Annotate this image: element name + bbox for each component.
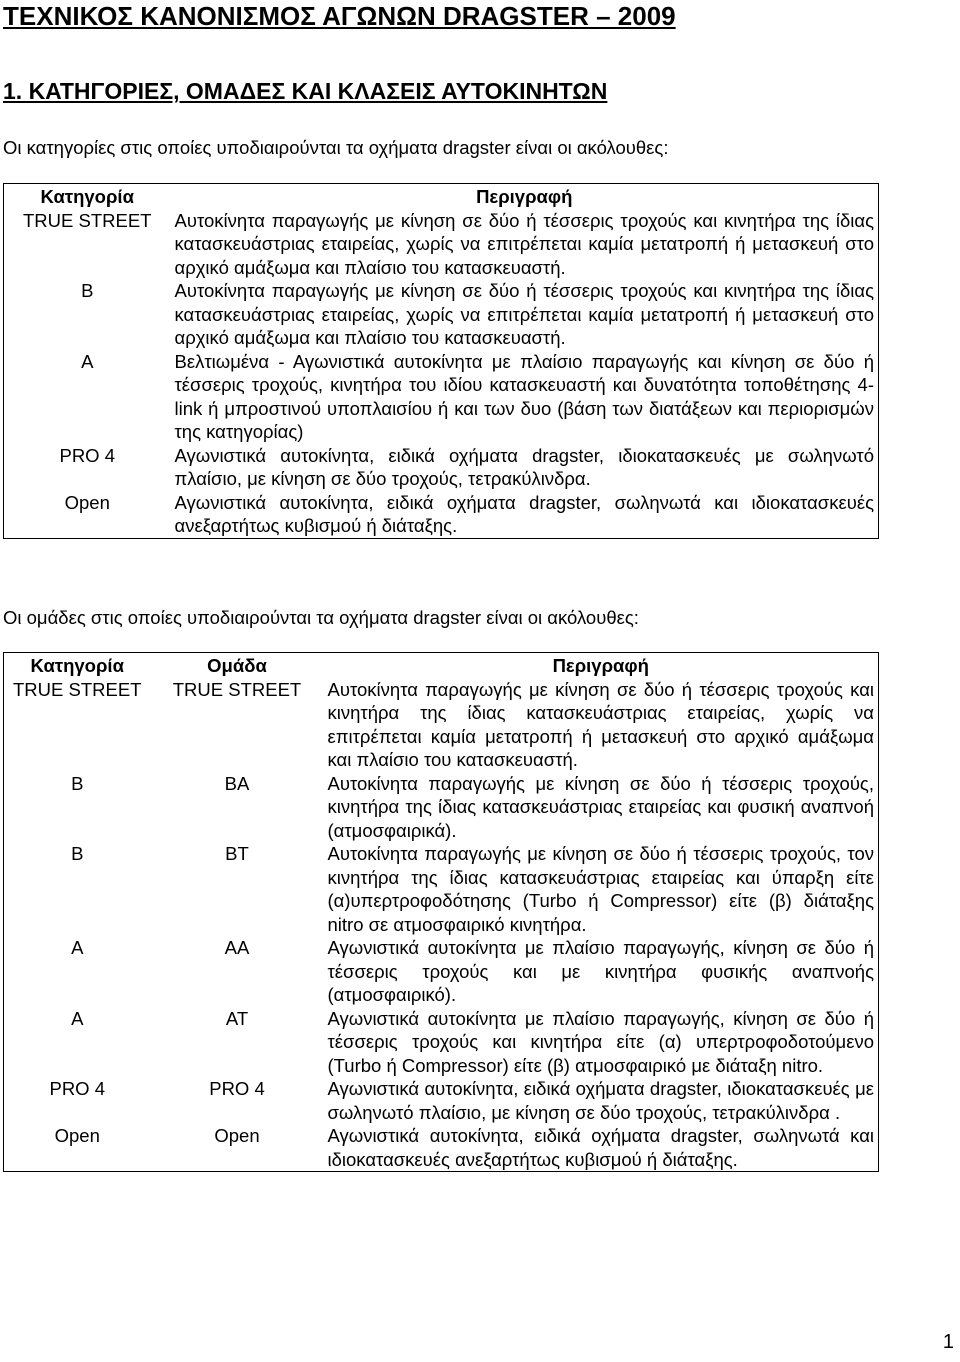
description-cell: Αγωνιστικά αυτοκίνητα, ειδικά οχήματα dragster, σωληνωτά και ιδιοκατασκευές ανεξαρτήτως κυβισμού ή διάταξης. (174, 491, 874, 536)
category-cell: A (81, 350, 94, 372)
section-title: 1. ΚΑΤΗΓΟΡΙΕΣ, ΟΜΑΔΕΣ ΚΑΙ ΚΛΑΣΕΙΣ ΑΥΤΟΚΙΝΗΤΩΝ (3, 78, 608, 104)
category-cell: Open (54, 1125, 100, 1146)
category-cell: B (71, 843, 84, 864)
groups-table (3, 652, 879, 1172)
table-row (4, 279, 879, 350)
header-description: Περιγραφή (552, 655, 649, 676)
table-header-row (4, 184, 879, 209)
category-cell: B (81, 280, 94, 301)
description-cell: Αυτοκίνητα παραγωγής με κίνηση σε δύο ή τέσσερις τροχούς και κινητήρα της ίδιας κατασκευάστριας εταιρείας, χωρίς να επιτρέπεται καμία μετατροπή ή μετασκευή στο αρχικό αμάξωμα και πλαίσιο του κατασκευαστή. (174, 209, 874, 278)
category-cell: B (71, 772, 84, 794)
category-cell: PRO 4 (49, 1078, 106, 1099)
table-row (4, 350, 879, 444)
table-row (4, 678, 879, 772)
category-cell: Open (64, 491, 110, 513)
header-category: Κατηγορία (40, 186, 134, 207)
table-row (4, 936, 879, 1007)
page-number: 1 (942, 1331, 954, 1353)
description-cell: Αγωνιστικά αυτοκίνητα, ειδικά οχήματα dragster, ιδιοκατασκευές με σωληνωτό πλαίσιο, με κίνηση σε δύο τροχούς, τετρακύλινδρα. (174, 444, 874, 489)
group-cell: TRUE STREET (172, 678, 302, 700)
description-cell: Αυτοκίνητα παραγωγής με κίνηση σε δύο ή τέσσερις τροχούς και κινητήρα της ίδιας κατασκευάστριας εταιρείας, χωρίς να επιτρέπεται καμία μετατροπή ή μετασκευή στο αρχικό αμάξωμα και πλαίσιο του κατασκευαστή. (327, 678, 874, 770)
description-cell: Αγωνιστικά αυτοκίνητα με πλαίσιο παραγωγής, κίνηση σε δύο ή τέσσερις τροχούς και κινητήρα είτε (α) υπερτροφοδοτούμενο (Turbo ή Compressor) είτε (β) ατμοσφαιρικό με διάταξη nitro. (327, 1007, 874, 1076)
header-category: Κατηγορία (30, 655, 124, 676)
category-cell: A (71, 937, 84, 958)
table-row (4, 772, 879, 843)
table-row (4, 1007, 879, 1078)
description-cell: Αυτοκίνητα παραγωγής με κίνηση σε δύο ή τέσσερις τροχούς και κινητήρα της ίδιας κατασκευάστριας εταιρείας, χωρίς να επιτρέπεται καμία μετατροπή ή μετασκευή στο αρχικό αμάξωμα και πλαίσιο του κατασκευαστή. (174, 280, 874, 348)
category-cell: A (71, 1007, 84, 1029)
group-cell: BT (225, 843, 249, 864)
intro-categories: Οι κατηγορίες στις οποίες υποδιαιρούνται τα οχήματα dragster είναι οι ακόλουθες: (3, 137, 669, 158)
category-cell: TRUE STREET (23, 209, 152, 231)
document-title: ΤΕΧΝΙΚΟΣ ΚΑΝΟΝΙΣΜΟΣ ΑΓΩΝΩΝ DRAGSTER – 2009 (3, 1, 676, 31)
group-cell: AT (225, 1007, 249, 1029)
table-header-row (4, 653, 879, 678)
description-cell: Αγωνιστικά αυτοκίνητα, ειδικά οχήματα dragster, ιδιοκατασκευές με σωληνωτό πλαίσιο, με κίνηση σε δύο τροχούς, τετρακύλινδρα . (327, 1078, 874, 1123)
description-cell: Αυτοκίνητα παραγωγής με κίνηση σε δύο ή τέσσερις τροχούς, κινητήρα της ίδιας κατασκευάστριας εταιρείας και φυσική αναπνοή (ατμοσφαιρικά). (327, 772, 874, 841)
category-cell: TRUE STREET (13, 678, 142, 700)
table-row (4, 842, 879, 936)
description-cell: Αγωνιστικά αυτοκίνητα, ειδικά οχήματα dragster, σωληνωτά και ιδιοκατασκευές ανεξαρτήτως κυβισμού ή διάταξης. (327, 1125, 874, 1170)
description-cell: Βελτιωμένα - Αγωνιστικά αυτοκίνητα με πλαίσιο παραγωγής και κίνηση σε δύο ή τέσσερις τροχούς, κινητήρα του ιδίου κατασκευαστή και δυνατότητα τοποθέτησης 4-link ή μπροστινού υποπλαισίου ή και των δυο (βάση των διατάξεων και περιορισμών της κατηγορίας) (174, 350, 874, 442)
category-cell: PRO 4 (59, 444, 116, 466)
table-row (4, 1077, 879, 1124)
group-cell: AA (224, 937, 250, 958)
intro-groups: Οι ομάδες στις οποίες υποδιαιρούνται τα οχήματα dragster είναι οι ακόλουθες: (3, 607, 639, 628)
group-cell: Open (214, 1125, 260, 1146)
group-cell: PRO 4 (209, 1078, 265, 1099)
table-row (4, 444, 879, 491)
table-row (4, 209, 879, 280)
categories-table (3, 183, 879, 539)
group-cell: BA (224, 772, 250, 794)
table-row (4, 1124, 879, 1172)
description-cell: Αγωνιστικά αυτοκίνητα με πλαίσιο παραγωγής, κίνηση σε δύο ή τέσσερις τροχούς και με κινητήρα φυσικής αναπνοής (ατμοσφαιρικό). (327, 937, 874, 1005)
description-cell: Αυτοκίνητα παραγωγής με κίνηση σε δύο ή τέσσερις τροχούς, τον κινητήρα της ίδιας κατασκευάστριας εταιρείας και ύπαρξη είτε (α)υπερτροφοδότησης (Turbo ή Compressor) είτε (β) διάταξης nitro σε ατμοσφαιρικό κινητήρα. (327, 843, 874, 935)
header-group: Ομάδα (207, 655, 267, 676)
header-description: Περιγραφή (476, 186, 573, 207)
table-row (4, 491, 879, 539)
